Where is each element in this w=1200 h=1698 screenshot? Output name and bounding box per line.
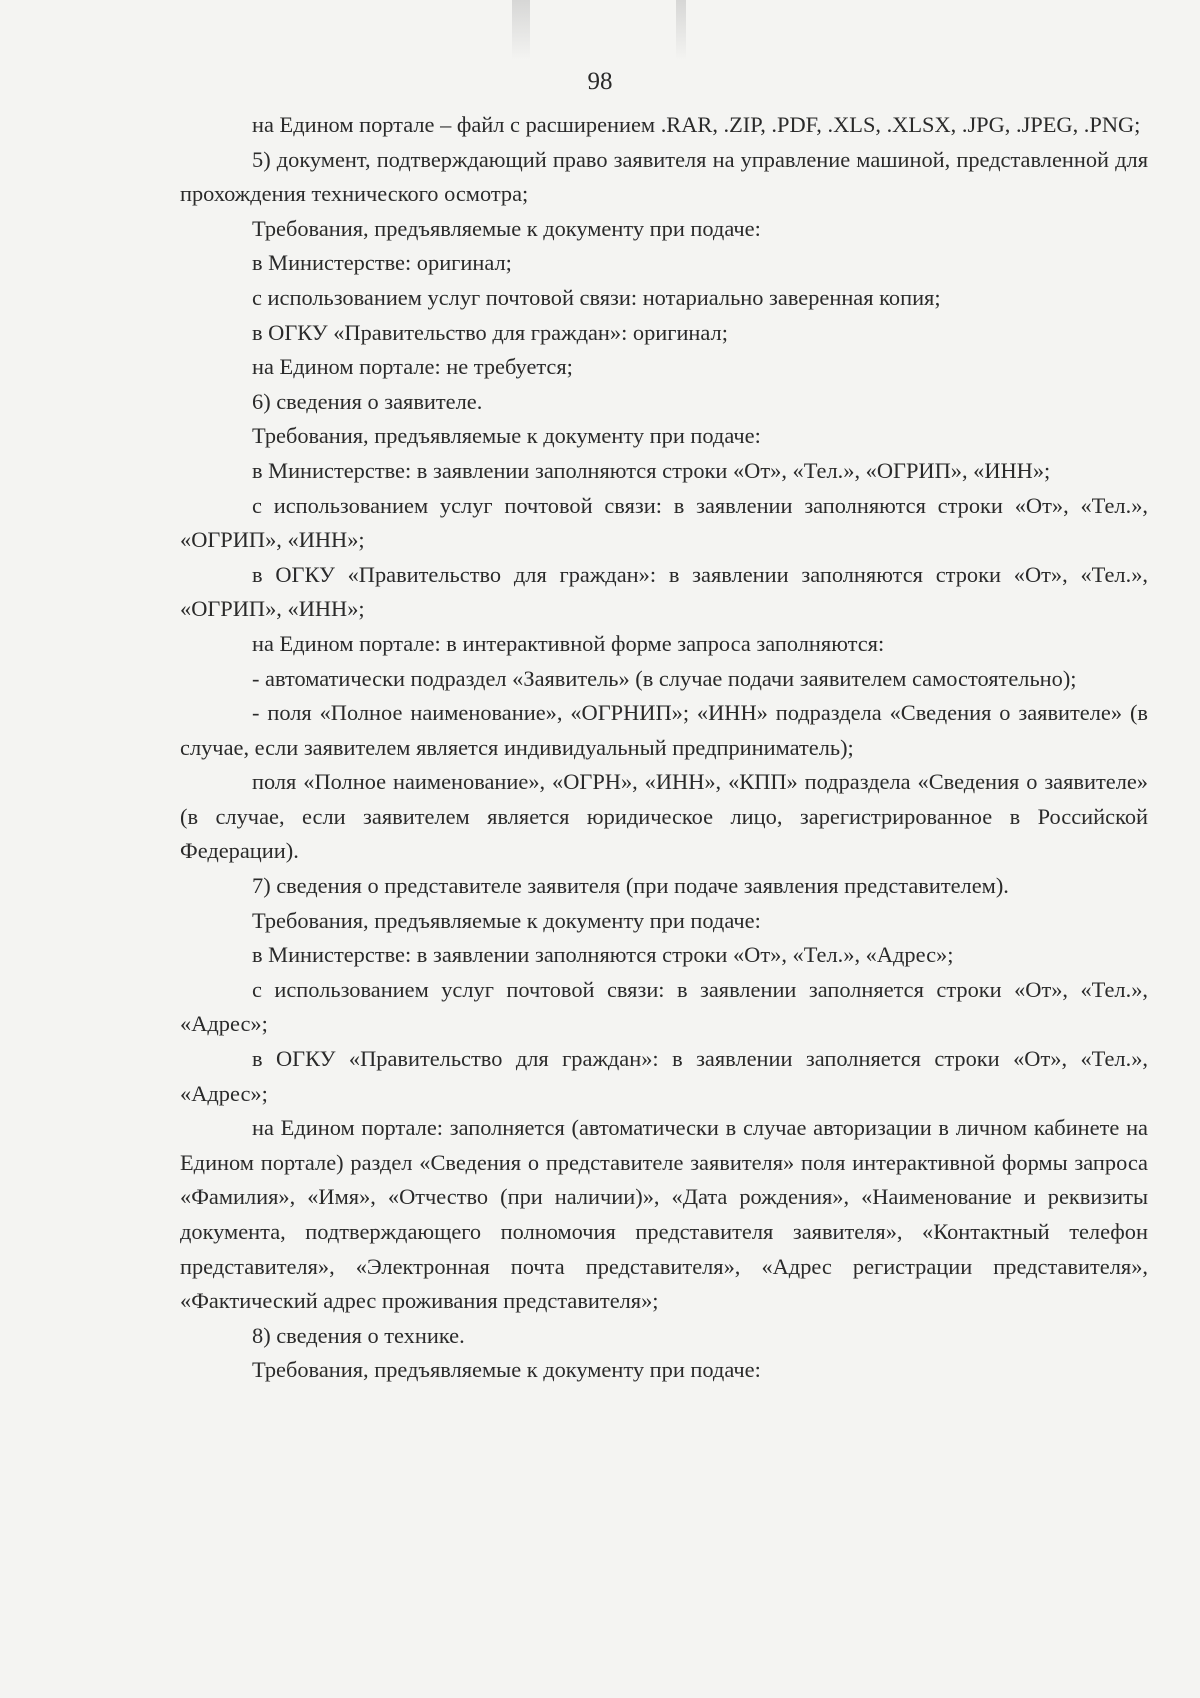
paragraph: Требования, предъявляемые к документу при подаче: xyxy=(252,907,761,933)
paragraph: в Министерстве: оригинал; xyxy=(252,250,512,276)
paragraph: в ОГКУ «Правительство для граждан»: в заявлении заполняется строки «От», «Тел.», «Адрес»; xyxy=(180,1046,1148,1106)
paragraph: - автоматически подраздел «Заявитель» (в случае подачи заявителем самостоятельно); xyxy=(252,665,1077,691)
paragraph: с использованием услуг почтовой связи: в заявлении заполняются строки «От», «Тел.», «ОГРИП», «ИНН»; xyxy=(180,492,1148,553)
paragraph: поля «Полное наименование», «ОГРН», «ИНН», «КПП» подраздела «Сведения о заявителе» (в случае, если заявителем является юридическое лицо, зарегистрированное в Российской Федерации). xyxy=(180,769,1148,864)
page-number: 98 xyxy=(587,68,613,95)
paragraph: в Министерстве: в заявлении заполняются строки «От», «Тел.», «ОГРИП», «ИНН»; xyxy=(252,457,1051,483)
paragraph: в ОГКУ «Правительство для граждан»: оригинал; xyxy=(252,319,728,345)
paragraph: Требования, предъявляемые к документу при подаче: xyxy=(252,215,761,241)
paragraph: Требования, предъявляемые к документу при подаче: xyxy=(252,423,761,449)
paragraph: на Едином портале: в интерактивной форме запроса заполняются: xyxy=(252,630,885,656)
paragraph: Требования, предъявляемые к документу при подаче: xyxy=(252,1357,761,1383)
paragraph: 7) сведения о представителе заявителя (при подаче заявления представителем). xyxy=(252,873,1009,899)
paragraph: с использованием услуг почтовой связи: в заявлении заполняется строки «От», «Тел.», «Адрес»; xyxy=(180,976,1148,1037)
paragraph: в ОГКУ «Правительство для граждан»: в заявлении заполняются строки «От», «Тел.», «ОГРИП», «ИНН»; xyxy=(180,561,1148,622)
paragraph: 5) документ, подтверждающий право заявителя на управление машиной, представленной для прохождения технического осмотра; xyxy=(180,146,1148,207)
paragraph: на Едином портале: заполняется (автоматически в случае авторизации в личном кабинете на Едином портале) раздел «Сведения о представителе заявителя» поля интерактивной формы запроса «Фамилия», «Имя», «Отчество (при наличии)», «Дата рождения», «Наименование и реквизиты документа, подтверждающего полномочия представителя заявителя», «Контактный телефон представителя», «Электронная почта представителя», «Адрес регистрации представителя», «Фактический адрес проживания представителя»; xyxy=(180,1115,1148,1314)
paragraph: с использованием услуг почтовой связи: нотариально заверенная копия; xyxy=(252,284,941,310)
scan-artifact xyxy=(512,0,530,60)
paragraph: - поля «Полное наименование», «ОГРНИП»; «ИНН» подраздела «Сведения о заявителе» (в случае, если заявителем является индивидуальный предприниматель); xyxy=(180,700,1148,760)
paragraph: 8) сведения о технике. xyxy=(252,1322,465,1348)
paragraph: на Едином портале: не требуется; xyxy=(252,354,573,380)
paragraph: на Едином портале – файл с расширением .RAR, .ZIP, .PDF, .XLS, .XLSX, .JPG, .JPEG, .PNG; xyxy=(252,112,1141,137)
scan-artifact xyxy=(676,0,686,60)
paragraph: в Министерстве: в заявлении заполняются строки «От», «Тел.», «Адрес»; xyxy=(252,942,954,968)
paragraph: 6) сведения о заявителе. xyxy=(252,388,483,414)
document-body xyxy=(180,108,1148,1388)
